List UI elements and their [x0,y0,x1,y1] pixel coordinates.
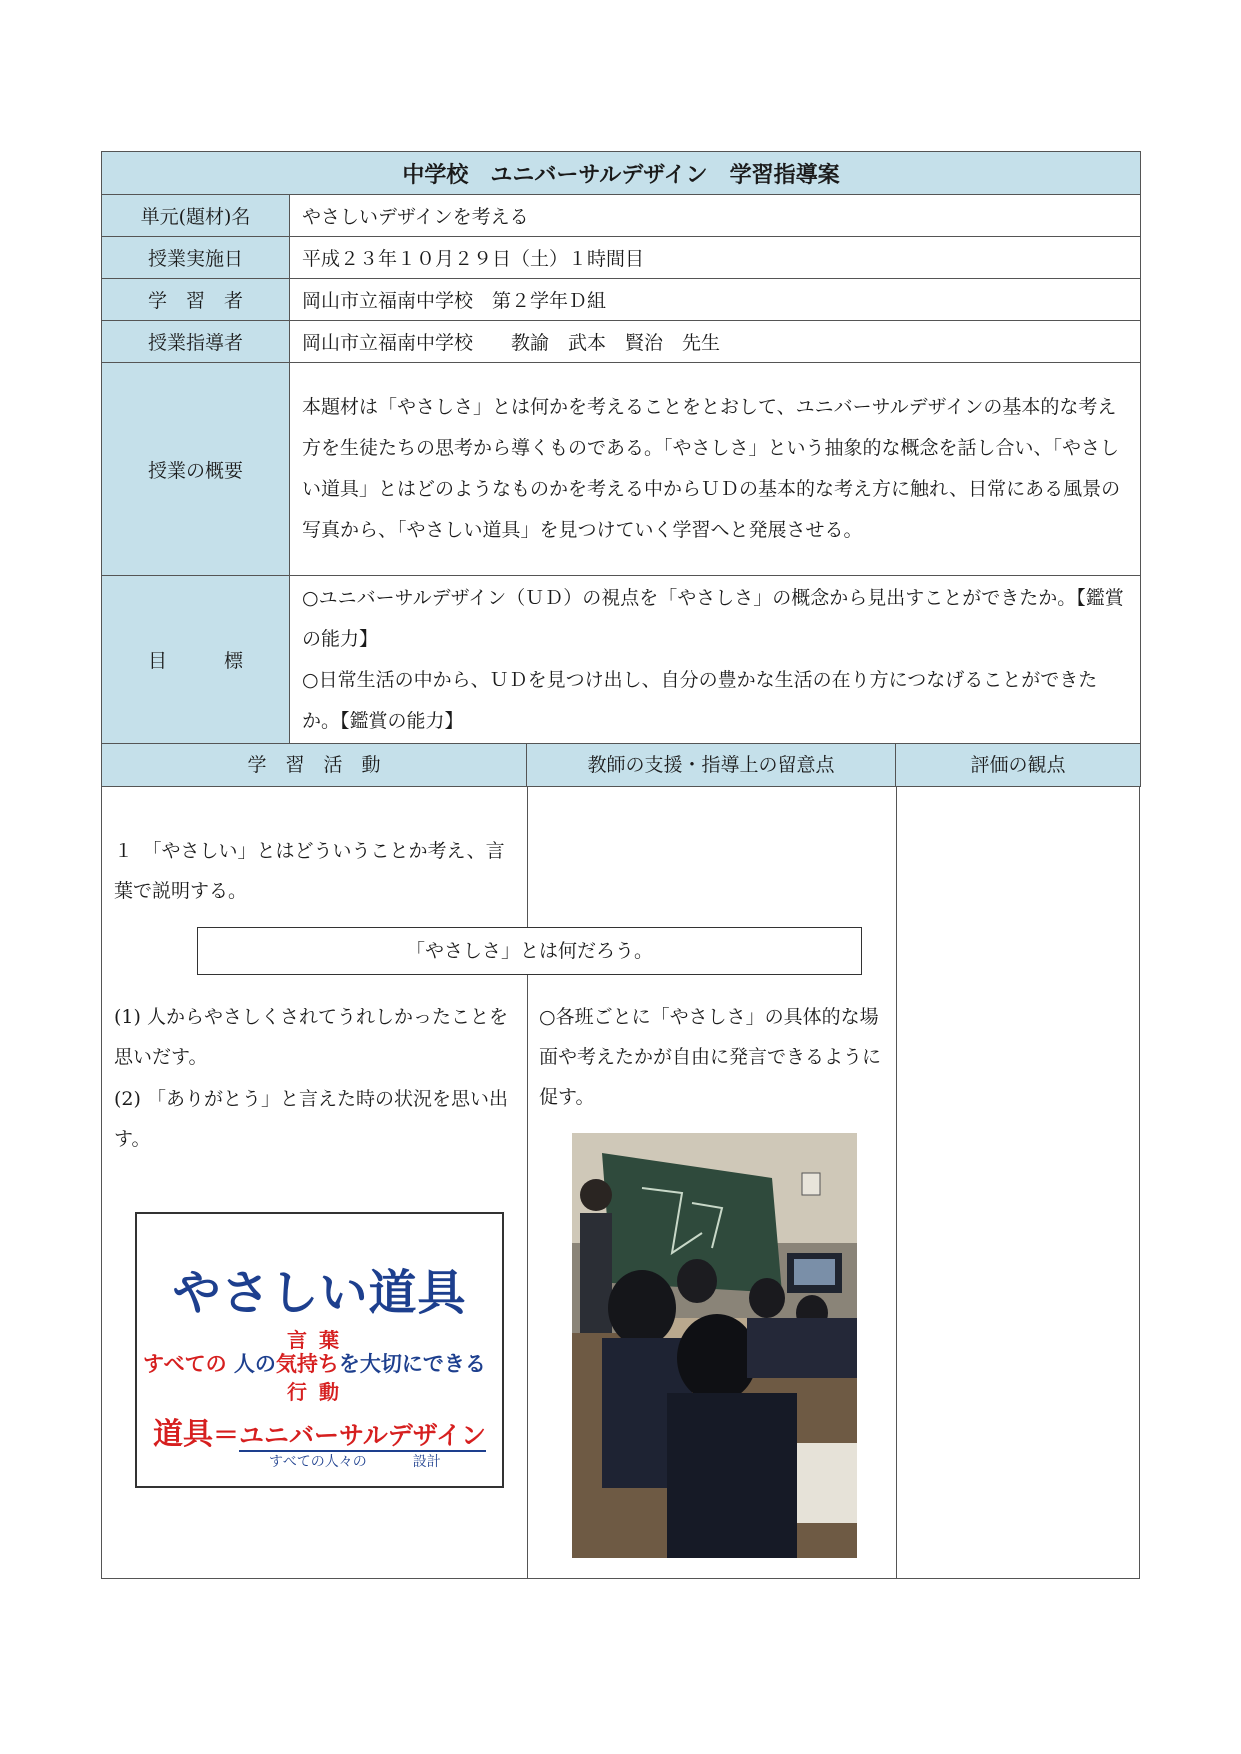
poster-line-3 [153,1409,486,1453]
theme-box: 「やさしさ」とは何だろう。 [197,927,862,975]
column-divider [527,787,528,927]
goal-label [102,576,290,744]
poster-equals: ＝ [213,1421,240,1451]
lesson-plan-sheet [101,151,1140,1579]
poster-subete-no-hitobito: すべての人々の [269,1454,367,1470]
info-table [101,151,1141,744]
activity-sub-1: (1) 人からやさしくされてうれしかったことを思いだす。 [114,1006,508,1068]
goal-cell [290,576,1141,744]
unit-value: やさしいデザインを考える [290,195,1141,237]
teacher-support-note: ○各班ごとに「やさしさ」の具体的な場面や考えたかが自由に発言できるように促す。 [539,1006,882,1108]
activity-col-header: 学 習 活 動 [102,744,527,787]
poster-title: やさしい道具 [172,1265,467,1321]
poster-line-4 [269,1451,441,1471]
learner-label: 学 習 者 [102,279,290,321]
column-divider [527,975,528,1578]
column-divider [896,787,897,1578]
activity-step-1: １ 「やさしい」とはどういうことか考え、言葉で説明する。 [114,840,505,902]
poster-subete: すべての [143,1352,227,1376]
unit-label: 単元(題材)名 [102,195,290,237]
overview-text: 本題材は「やさしさ」とは何かを考えることをとおして、ユニバーサルデザインの基本的な考え方を生徒たちの思考から導くものである。「やさしさ」という抽象的な概念を話し合い、「やさしい道具」とはどのようなものかを考える中からＵＤの基本的な考え方に触れ、日常にある風景の写真から、「やさしい道具」を見つけていく学習へと発展させる。 [290,363,1141,576]
poster-line-2 [143,1348,486,1378]
learner-value: 岡山市立福南中学校 第２学年Ｄ組 [290,279,1141,321]
poster-word-koudou: 行動 [287,1380,351,1404]
classroom-photo [572,1133,857,1558]
support-col-header: 教師の支援・指導上の留意点 [527,744,896,787]
date-value: 平成２３年１０月２９日（土）１時間目 [290,237,1141,279]
goal-label-text: 目 標 [144,646,247,673]
yasashii-dougu-poster [135,1212,504,1488]
poster-universal-design: ユニバーサルデザイン [239,1421,487,1450]
activity-sub-2: (2) 「ありがとう」と言えた時の状況を思い出す。 [114,1088,508,1150]
evaluation-col-header: 評価の観点 [896,744,1141,787]
poster-sekkei: 設計 [412,1454,441,1470]
teacher-value: 岡山市立福南中学校 教諭 武本 賢治 先生 [290,321,1141,363]
teacher-label: 授業指導者 [102,321,290,363]
activity-body [101,787,1140,1579]
overview-label: 授業の概要 [102,363,290,576]
date-label: 授業実施日 [102,237,290,279]
poster-kimochi: 気持ち [275,1352,339,1376]
poster-dougu: 道具 [153,1417,213,1452]
activity-header-row [101,744,1140,787]
goal-item-2: ○日常生活の中から、ＵＤを見つけ出し、自分の豊かな生活の在り方につなげることができたか。【鑑賞の能力】 [302,668,1098,732]
goal-item-1: ○ユニバーサルデザイン（ＵＤ）の視点を「やさしさ」の概念から見出すことができたか。【鑑賞の能力】 [302,586,1124,650]
poster-word-kotoba: 言葉 [287,1328,351,1352]
document-title: 中学校 ユニバーサルデザイン 学習指導案 [102,152,1141,195]
poster-hito-no: 人の [233,1352,276,1376]
poster-taisetsu: を大切にできる [338,1352,486,1376]
